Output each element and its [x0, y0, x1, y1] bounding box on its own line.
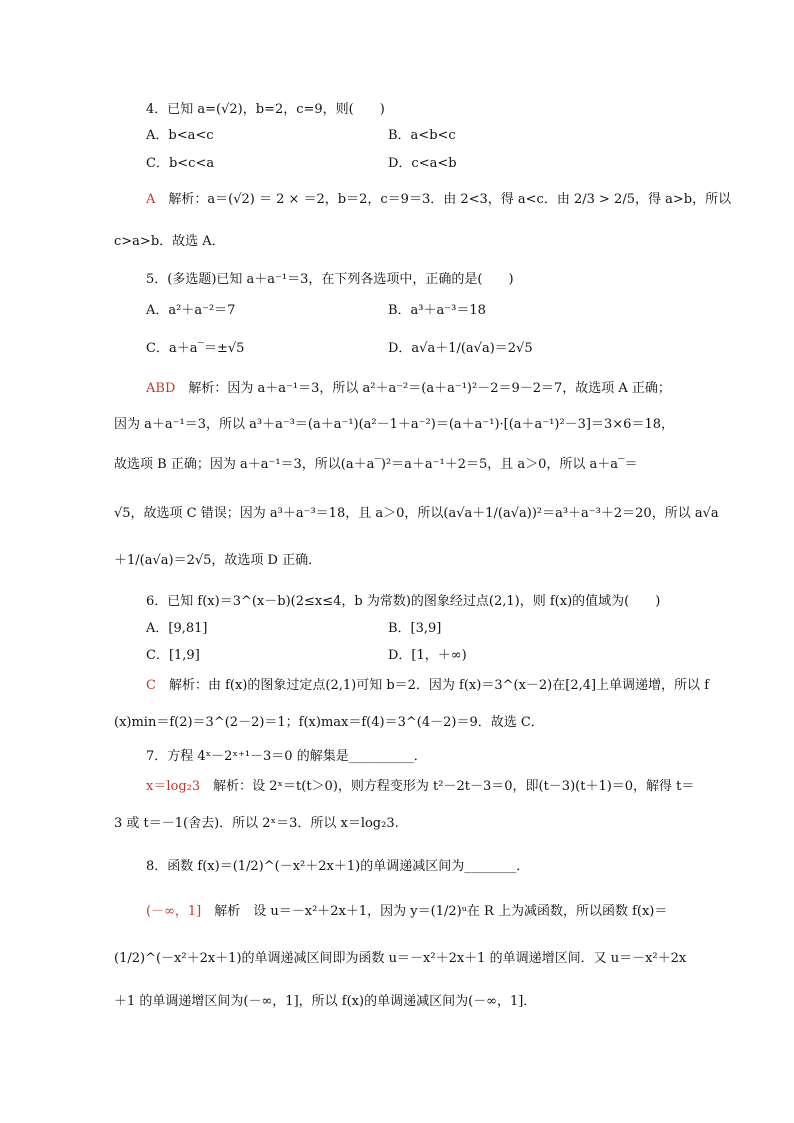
q5-option-d: D．a√a＋1/(a√a)＝2√5: [388, 341, 533, 356]
q5-solution-cont-3: √5，故选项 C 错误；因为 a³＋a⁻³＝18，且 a＞0，所以(a√a＋1/(a√a))²＝a³＋a⁻³＋2＝20，所以 a√a: [114, 506, 719, 521]
q7-stem: 7．方程 4ˣ－2ˣ⁺¹－3＝0 的解集是__________．: [146, 749, 427, 764]
q5-stem: 5．(多选题)已知 a＋a⁻¹＝3，在下列各选项中，正确的是( ): [146, 272, 514, 287]
q5-solution-cont-2: 故选项 B 正确；因为 a＋a⁻¹＝3，所以(a＋a‾)²＝a＋a⁻¹＋2＝5，且 a＞0，所以 a＋a‾＝: [114, 457, 638, 472]
q4-solution: A 解析：a＝(√2) ＝ 2 × ＝2，b＝2，c＝9＝3．由 2<3，得 a<c．由 2/3 > 2/5，得 a>b，所以: [146, 192, 732, 207]
q6-option-c: C．[1,9]: [146, 648, 200, 663]
q6-solution: C 解析：由 f(x)的图象过定点(2,1)可知 b＝2．因为 f(x)＝3^(x－2)在[2,4]上单调递增，所以 f: [146, 678, 710, 693]
q5-option-c: C．a＋a‾＝±√5: [146, 341, 245, 356]
q8-solution-cont-1: (1/2)^(－x²＋2x＋1)的单调递减区间即为函数 u＝－x²＋2x＋1 的单调递增区间．又 u＝－x²＋2x: [114, 951, 687, 966]
q4-stem: 4．已知 a=(√2)，b=2，c=9，则( ): [146, 102, 385, 117]
q5-option-b: B．a³＋a⁻³＝18: [388, 303, 486, 318]
q6-stem: 6．已知 f(x)＝3^(x－b)(2≤x≤4，b 为常数)的图象经过点(2,1)，则 f(x)的值域为( ): [146, 594, 661, 609]
q6-option-a: A．[9,81]: [146, 621, 208, 636]
q4-option-d: D．c<a<b: [388, 156, 457, 171]
q8-solution-cont-2: ＋1 的单调递增区间为(－∞，1]，所以 f(x)的单调递减区间为(－∞，1]．: [114, 994, 537, 1009]
q6-solution-cont: (x)min＝f(2)＝3^(2－2)＝1；f(x)max＝f(4)＝3^(4－2)＝9．故选 C．: [114, 715, 544, 730]
q5-option-a: A．a²＋a⁻²＝7: [146, 303, 236, 318]
q7-solution: x＝log₂3 解析：设 2ˣ＝t(t＞0)，则方程变形为 t²－2t－3＝0，即(t－3)(t＋1)＝0，解得 t＝: [146, 779, 695, 794]
q7-solution-cont: 3 或 t＝－1(舍去)．所以 2ˣ＝3．所以 x＝log₂3.: [114, 816, 399, 831]
q4-solution-cont: c>a>b．故选 A．: [114, 234, 225, 249]
q4-option-b: B．a<b<c: [388, 128, 456, 143]
q5-solution-cont-4: ＋1/(a√a)＝2√5，故选项 D 正确．: [114, 553, 322, 568]
q6-option-d: D．[1，＋∞): [388, 648, 467, 663]
q8-solution: (－∞，1] 解析 设 u＝－x²＋2x＋1，因为 y＝(1/2)ᵘ在 R 上为减函数，所以函数 f(x)＝: [146, 904, 668, 919]
q4-option-c: C．b<c<a: [146, 156, 215, 171]
q6-option-b: B．[3,9]: [388, 621, 442, 636]
q5-solution-cont-1: 因为 a＋a⁻¹＝3，所以 a³＋a⁻³＝(a＋a⁻¹)(a²－1＋a⁻²)＝(a＋a⁻¹)·[(a＋a⁻¹)²－3]＝3×6＝18，: [114, 417, 674, 432]
q5-solution: ABD 解析：因为 a＋a⁻¹＝3，所以 a²＋a⁻²＝(a＋a⁻¹)²－2＝9－2＝7，故选项 A 正确；: [146, 381, 671, 396]
q8-stem: 8．函数 f(x)＝(1/2)^(－x²＋2x＋1)的单调递减区间为________．: [146, 859, 530, 874]
q4-option-a: A．b<a<c: [146, 128, 214, 143]
